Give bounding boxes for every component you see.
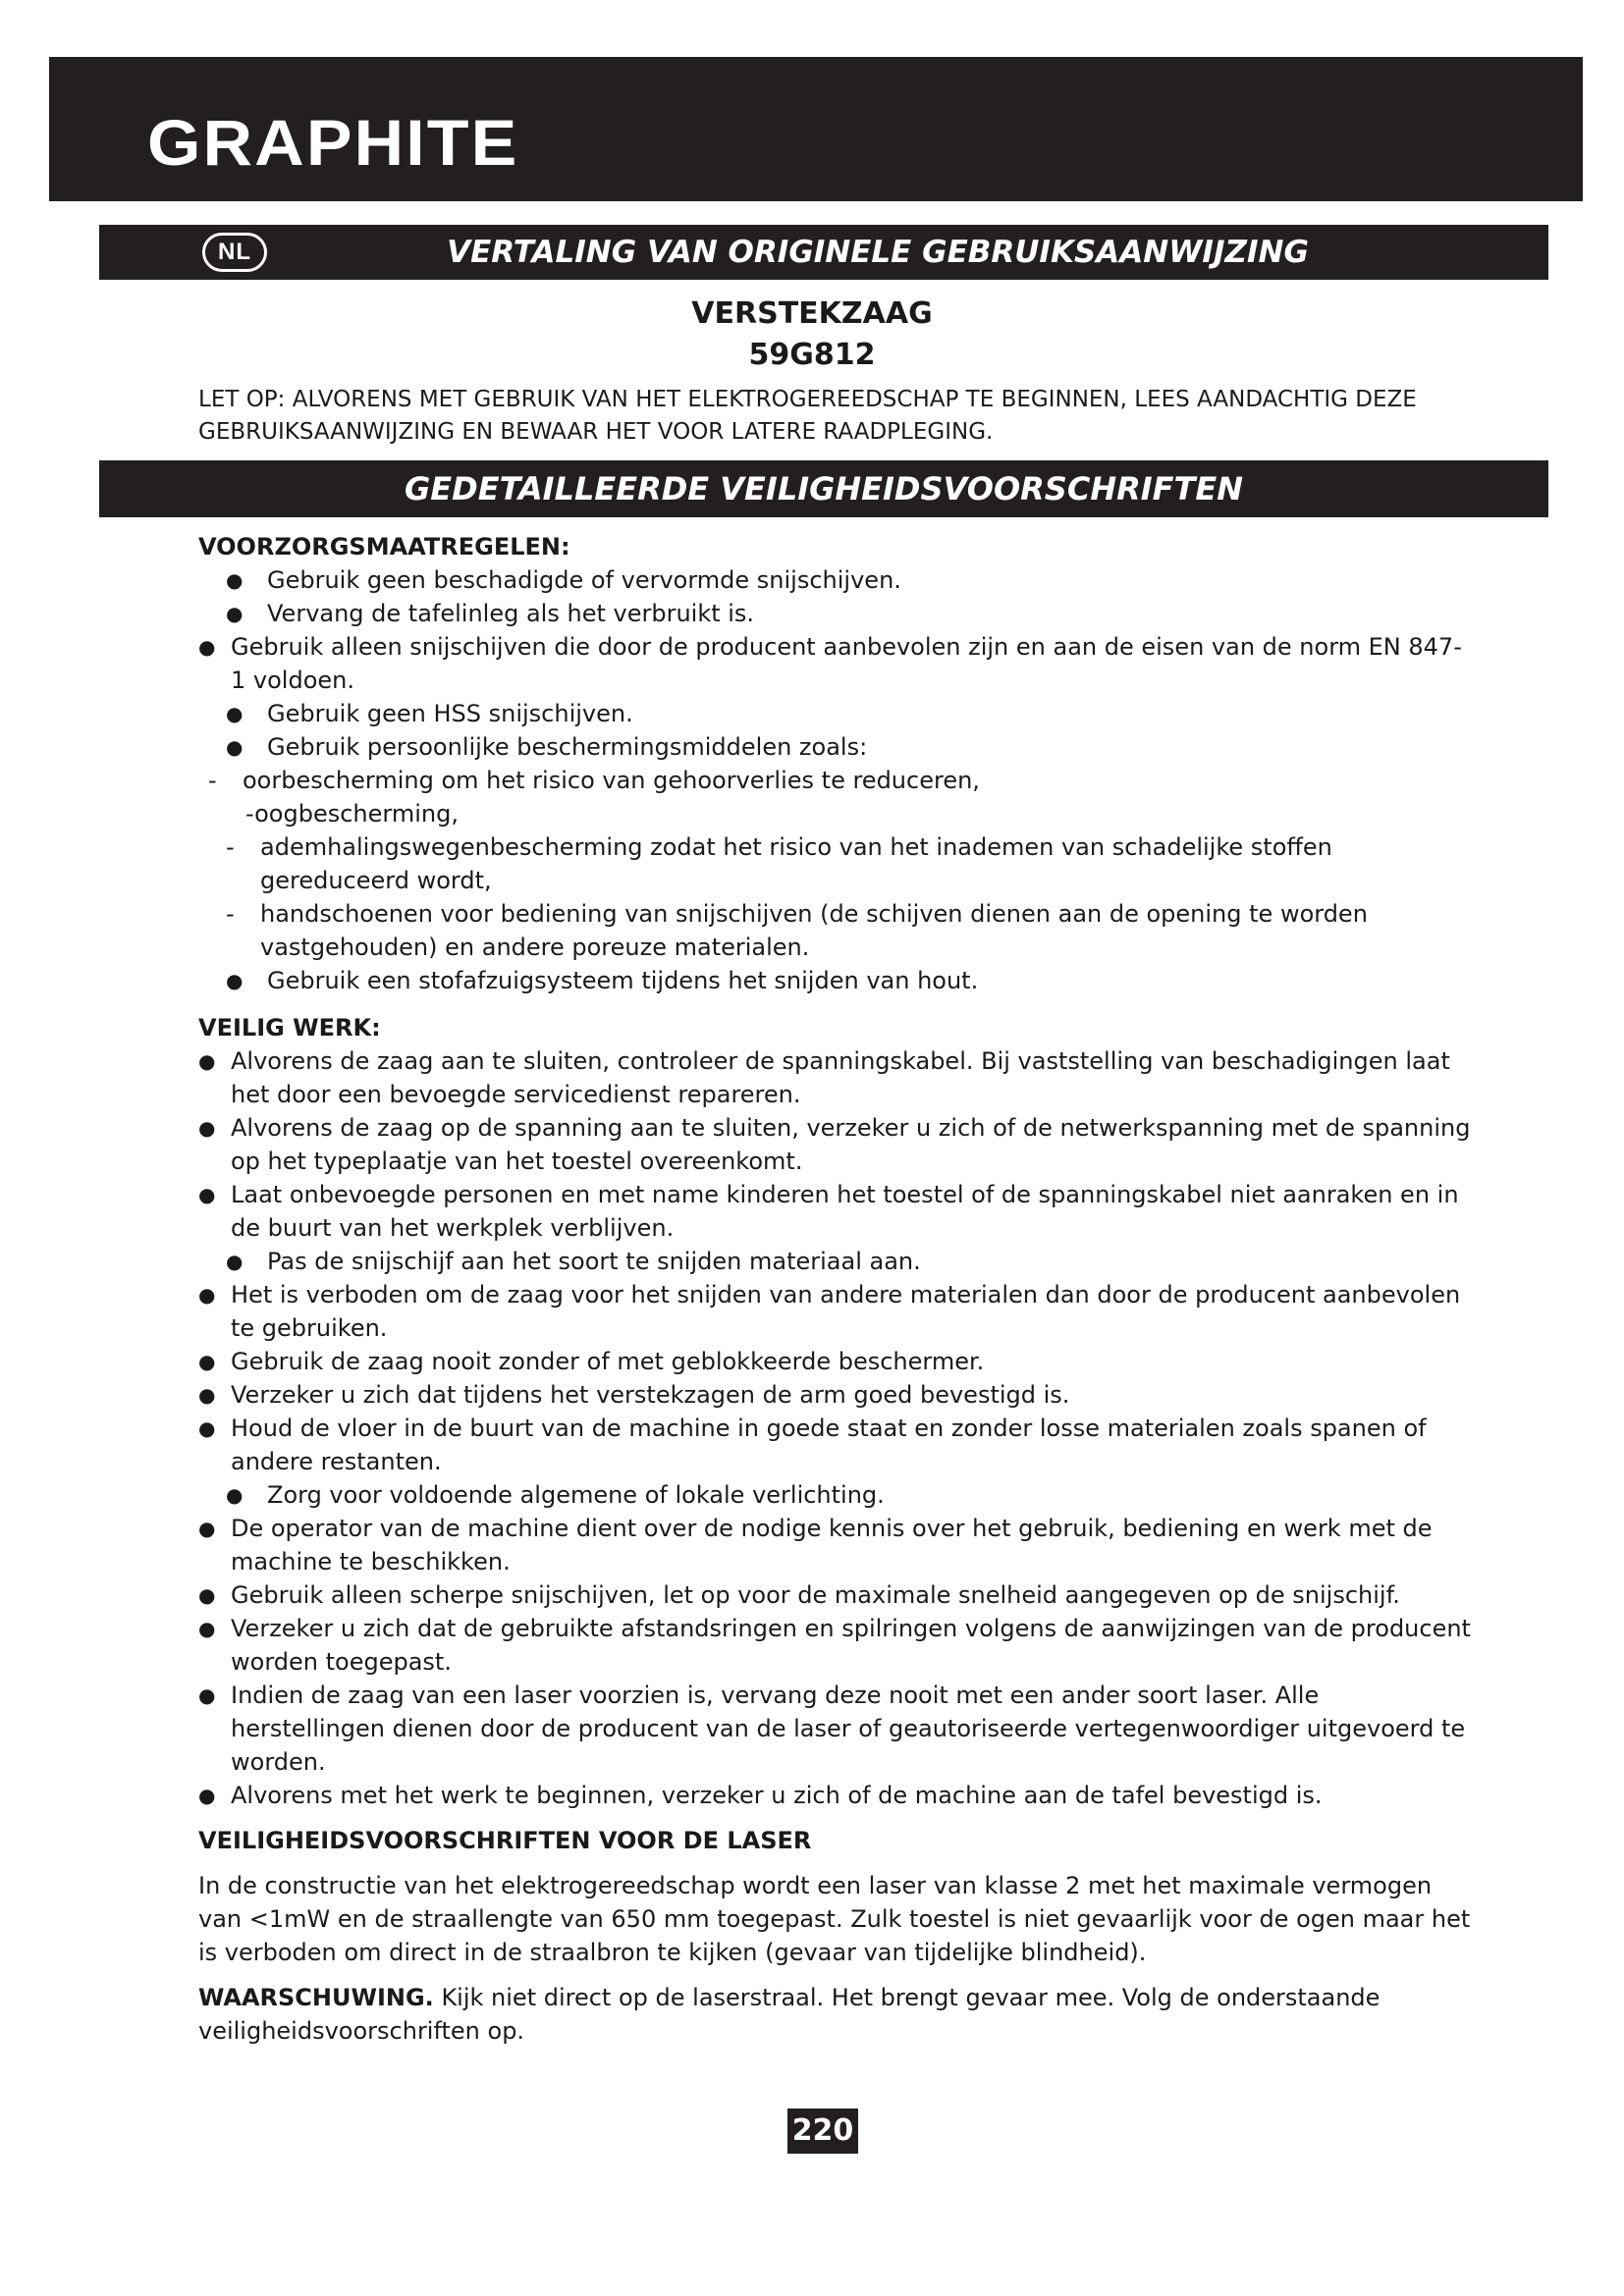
- list-item: ● Alvorens met het werk te beginnen, verzeker u zich of de machine aan de tafel bevestigd is.: [198, 1779, 1475, 1812]
- warning-text: Kijk niet direct op de laserstraal. Het brengt gevaar mee. Volg de onderstaande veiligheidsvoorschriften op.: [198, 1984, 1380, 2045]
- list-item: ● Gebruik geen beschadigde of vervormde snijschijven.: [198, 563, 1475, 597]
- list-subitem: - oorbescherming om het risico van gehoorverlies te reduceren,: [198, 764, 1475, 797]
- laser-paragraph: In de constructie van het elektrogereedschap wordt een laser van klasse 2 met het maximale vermogen van <1mW en de straallengte van 650 mm toegepast. Zulk toestel is niet gevaarlijk voor de ogen maar het is verboden om direct in de straalbron te kijken (gevaar van tijdelijke blindheid).: [198, 1872, 1471, 1966]
- list-item: ● Gebruik de zaag nooit zonder of met geblokkeerde beschermer.: [198, 1345, 1475, 1378]
- list-item: ● Zorg voor voldoende algemene of lokale verlichting.: [198, 1478, 1475, 1512]
- list-subitem: - handschoenen voor bediening van snijschijven (de schijven dienen aan de opening te worden vastgehouden) en andere poreuze materialen.: [198, 897, 1475, 964]
- product-name: VERSTEKZAAG: [691, 296, 933, 331]
- list-item: ● Gebruik geen HSS snijschijven.: [198, 697, 1475, 730]
- warning-label: WAARSCHUWING.: [198, 1984, 434, 2011]
- list-item: ● Pas de snijschijf aan het soort te snijden materiaal aan.: [198, 1245, 1475, 1278]
- list-item: ● Gebruik alleen snijschijven die door de producent aanbevolen zijn en aan de eisen van de norm EN 847-1 voldoen.: [198, 630, 1475, 697]
- notice-text: LET OP: ALVORENS MET GEBRUIK VAN HET ELEKTROGEREEDSCHAP TE BEGINNEN, LEES AANDACHTIG DEZE GEBRUIKSAANWIJZING EN BEWAAR HET VOOR LATERE RAADPLEGING.: [198, 387, 1417, 445]
- list-item: ● Verzeker u zich dat de gebruikte afstandsringen en spilringen volgens de aanwijzingen van de producent worden toegepast.: [198, 1612, 1475, 1679]
- list-item: ● Gebruik een stofafzuigsysteem tijdens het snijden van hout.: [198, 964, 1475, 997]
- list-item: ● Indien de zaag van een laser voorzien is, vervang deze nooit met een ander soort laser. Alle herstellingen dienen door de producent van de laser of geautoriseerde vertegenwoordiger uitgevoerd te worden.: [198, 1679, 1475, 1779]
- list-item: ● Vervang de tafelinleg als het verbruikt is.: [198, 597, 1475, 630]
- document-title-bar: [99, 225, 1548, 280]
- document-title: VERTALING VAN ORIGINELE GEBRUIKSAANWIJZING: [447, 235, 1309, 270]
- list-item: ● Het is verboden om de zaag voor het snijden van andere materialen dan door de producent aanbevolen te gebruiken.: [198, 1278, 1475, 1345]
- main-content: [198, 530, 1475, 2048]
- list-item: ● Gebruik persoonlijke beschermingsmiddelen zoals:: [198, 730, 1475, 764]
- laser-heading: VEILIGHEIDSVOORSCHRIFTEN VOOR DE LASER: [198, 1827, 812, 1854]
- page-number: 220: [787, 2109, 858, 2154]
- list-subitem: - ademhalingswegenbescherming zodat het risico van het inademen van schadelijke stoffen gereduceerd wordt,: [198, 830, 1475, 897]
- warning-paragraph: [198, 1981, 1475, 2048]
- section-title-bar: [99, 460, 1548, 517]
- language-badge: NL: [202, 233, 267, 272]
- list-item: ● Verzeker u zich dat tijdens het verstekzagen de arm goed bevestigd is.: [198, 1378, 1475, 1412]
- section-title: GEDETAILLEERDE VEILIGHEIDSVOORSCHRIFTEN: [405, 470, 1243, 507]
- product-code: 59G812: [748, 338, 876, 372]
- list-item: ● De operator van de machine dient over de nodige kennis over het gebruik, bediening en werk met de machine te beschikken.: [198, 1512, 1475, 1578]
- list-item: ● Gebruik alleen scherpe snijschijven, let op voor de maximale snelheid aangegeven op de snijschijf.: [198, 1578, 1475, 1612]
- list-item: ● Houd de vloer in de buurt van de machine in goede staat en zonder losse materialen zoals spanen of andere restanten.: [198, 1412, 1475, 1478]
- brand-logo: GRAPHITE: [147, 106, 519, 179]
- safe-work-heading: VEILIG WERK:: [198, 1014, 381, 1041]
- list-item: ● Alvorens de zaag aan te sluiten, controleer de spanningskabel. Bij vaststelling van beschadigingen laat het door een bevoegde servicedienst repareren.: [198, 1044, 1475, 1111]
- precautions-heading: VOORZORGSMAATREGELEN:: [198, 533, 570, 561]
- list-subitem: -oogbescherming,: [245, 800, 459, 828]
- list-item: ● Laat onbevoegde personen en met name kinderen het toestel of de spanningskabel niet aanraken en in de buurt van het werkplek verblijven.: [198, 1178, 1475, 1245]
- list-item: ● Alvorens de zaag op de spanning aan te sluiten, verzeker u zich of de netwerkspanning met de spanning op het typeplaatje van het toestel overeenkomt.: [198, 1111, 1475, 1178]
